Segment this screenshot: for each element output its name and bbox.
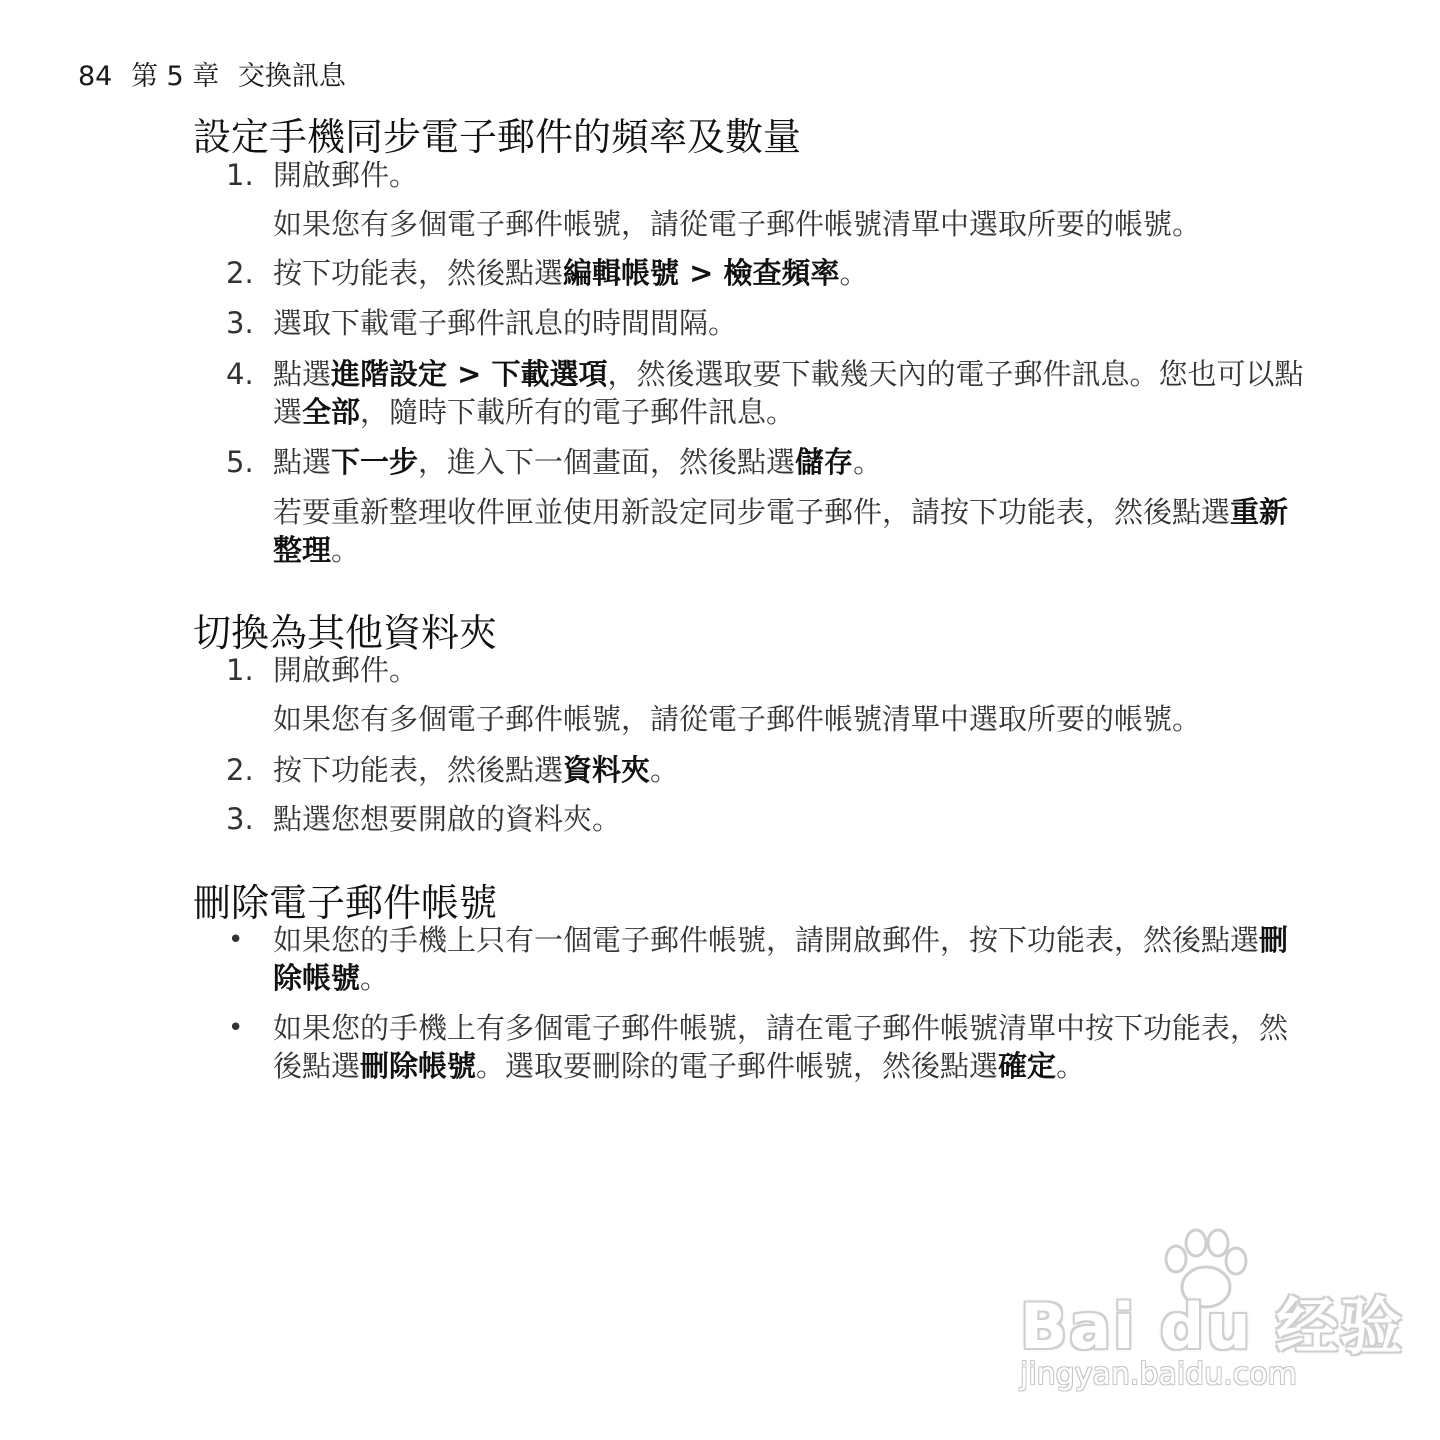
step-number: 2. [226,256,254,290]
step-text: 開啟郵件。 [273,653,419,687]
step-text: 選取下載電子郵件訊息的時間間隔。 [273,306,738,340]
step-text: 點選您想要開啟的資料夾。 [273,802,622,836]
step-text: 點選下一步，進入下一個畫面，然後點選儲存。 [273,445,883,479]
note-text: 如果您有多個電子郵件帳號，請從電子郵件帳號清單中選取所要的帳號。 [273,702,1202,736]
note-text: 如果您有多個電子郵件帳號，請從電子郵件帳號清單中選取所要的帳號。 [273,207,1202,241]
bullet-icon: • [228,1013,244,1043]
ui-term: 確定 [998,1049,1057,1083]
watermark-url: jingyan.baidu.com [1020,1357,1297,1392]
step-number: 3. [226,802,254,836]
section-title-sync-frequency: 設定手機同步電子郵件的頻率及數量 [193,115,802,159]
ui-term: 全部 [302,395,361,429]
ui-term: 進階設定 > 下載選項 [331,357,608,391]
step-number: 4. [226,357,254,391]
ui-term: 編輯帳號 > 檢查頻率 [563,256,840,290]
section-title-delete-account: 刪除電子郵件帳號 [193,881,498,925]
ui-term: 下一步 [331,445,419,479]
step-text: 開啟郵件。 [273,158,419,192]
ui-term: 重新整理 [273,495,1289,567]
section-title-switch-folder: 切換為其他資料夾 [193,611,498,655]
step-text: 按下功能表，然後點選資料夾。 [273,753,680,787]
note-text: 若要重新整理收件匣並使用新設定同步電子郵件，請按下功能表，然後點選重新整理。 [273,495,1289,567]
step-text: 點選進階設定 > 下載選項，然後選取要下載幾天內的電子郵件訊息。您也可以點選全部，隨時下載所有的電子郵件訊息。 [273,357,1304,429]
baidu-watermark [1020,1225,1405,1395]
page-number: 84 [78,61,113,92]
ui-term: 儲存 [795,445,854,479]
ui-term: 刪除帳號 [273,923,1289,995]
bullet-text: 如果您的手機上只有一個電子郵件帳號，請開啟郵件，按下功能表，然後點選刪除帳號。 [273,923,1289,995]
chapter-title: 交換訊息 [237,61,346,92]
step-text: 按下功能表，然後點選編輯帳號 > 檢查頻率。 [273,256,869,290]
step-number: 5. [226,445,254,479]
bullet-text: 如果您的手機上有多個電子郵件帳號，請在電子郵件帳號清單中按下功能表，然後點選刪除帳號。選取要刪除的電子郵件帳號，然後點選確定。 [273,1011,1289,1083]
ui-term: 刪除帳號 [360,1049,477,1083]
bullet-icon: • [228,925,244,955]
chapter-label: 第 5 章 [130,61,220,92]
page-header [78,54,356,93]
step-number: 3. [226,306,254,340]
watermark-brand: Bai du 经验 [1020,1290,1405,1363]
step-number: 1. [226,158,254,192]
step-number: 1. [226,653,254,687]
ui-term: 資料夾 [563,753,651,787]
step-number: 2. [226,753,254,787]
